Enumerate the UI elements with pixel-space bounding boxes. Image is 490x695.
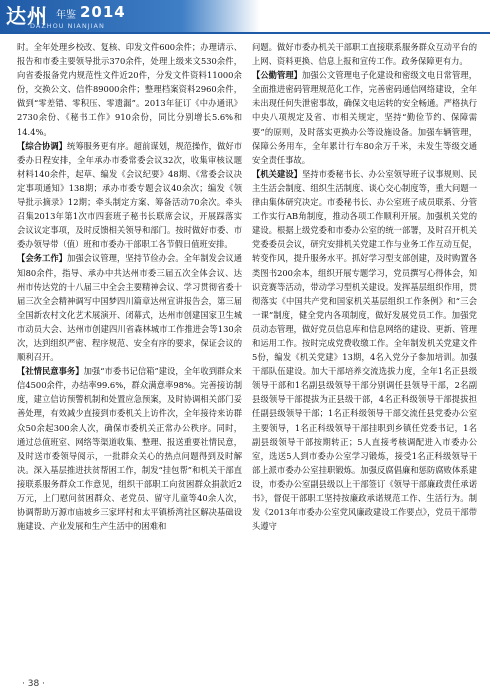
paragraph xyxy=(17,251,242,364)
paragraph xyxy=(252,167,477,533)
header-banner xyxy=(0,0,490,34)
paragraph-text: 加强公文管理电子化建设和密级文电日常管理，全面推进密码管理规范化工作，完善密码通信网络建设，全年未出现任何失泄密事故，确保文电运转的安全畅通。严格执行中央八项规定及省、市相关规定，坚持“勤俭节约、保障需要”的原则，及时落实更换办公等设施设备。加强车辆管理，保障公务用车，全年累计行车80余万千米，未发生等级交通安全责任事故。 xyxy=(252,70,477,165)
yearbook-pinyin: DAZHOU NIANJIAN xyxy=(30,22,105,30)
header-rule xyxy=(0,32,490,34)
paragraph xyxy=(17,40,242,139)
paragraph-text: 坚持市委秘书长、办公室领导班子议事规则、民主生活会制度、组织生活制度、谈心交心制度等，重大问题一律由集体研究决定。市委秘书长、办公室班子成员联系、分管工作实行AB角制度，推动各项工作顺利开展。加强机关党的建设。根据上级党委和市委办公室的统一部署，及时召开机关党委委员会议，研究安排机关党建工作与业务工作互动互促，转变作风，提升服务水平。抓好学习型支部创建，及时购置各类图书200余本，组织开展专题学习，党员撰写心得体会，知识竞赛等活动，带动学习型机关建设。发挥基层组织作用，贯彻落实《中国共产党和国家机关基层组织工作条例》和“三会一课”制度，健全党内各项制度，做好发展党员工作。加强党员动态管理，做好党员信息库和信息网络的建设、更新、管理和运用工作。按时完成党费收缴工作。全年制发机关党建文件5份，编发《机关党建》13期，4名入党分子参加培训。加强干部队伍建设。加大干部培养交流选拔力度，全年1名正县级领导干部和1名副县级领导干部分别调任县领导干部，2名副县级领导干部提拔为正县级干部，4名正科级领导干部提拔担任副县级领导干部；1名正科级领导干部交流任县党委办公室主要领导，1名正科级领导干部挂职到乡镇任党委书记，1名副县级领导干部按期转正；5人直接考核调配进入市委办公室，选送5人到市委办公室学习锻炼，接受1名正科级领导干部上派市委办公室挂职锻炼。加强反腐倡廉和惩防腐败体系建设，市委办公室副县级以上干部签订《领导干部廉政责任承诺书》，督促干部职工坚持按廉政承诺规范工作、生活行为。制发《2013年市委办公室党风廉政建设工作要点》，党员干部带头遵守 xyxy=(252,168,477,532)
paragraph-text: 统筹服务更有序。超前谋划，规范操作，做好市委办日程安排，全年承办市委常委会议32次，收集审核议题材料140余件，起草、编发《会议纪要》48期、《常委会议决定事项通知》138期；承办市委专题会议40余次；编发《领导批示摘录》12期；牵头制定方案、筹备活动70余次。牵头召集2013年第1次市四套班子秘书长联席会议，开展踩落实会议议定事项，及时反馈相关领导和部门。按时做好市委、市委办领导带（值）班和市委办干部职工各节假日值班安排。 xyxy=(17,140,242,250)
yearbook-year: 2014 xyxy=(80,3,126,21)
section-heading: 【社情民意事务】 xyxy=(17,366,84,377)
yearbook-label: 年鉴 xyxy=(56,10,76,21)
section-heading: 【会务工作】 xyxy=(17,253,68,264)
paragraph-text: 问题。做好市委办机关干部职工直接联系服务群众互动平台的上网、资料更换、信息上报和宣传工作。政务保障更有力。 xyxy=(252,42,477,67)
paragraph xyxy=(17,364,242,533)
section-heading: 【机关建设】 xyxy=(252,168,303,179)
paragraph xyxy=(17,139,242,252)
right-column xyxy=(252,40,477,533)
paragraph-text: 加强会议管理，坚持节俭办会。全年制发会议通知80余件，指导、承办中共达州市委三届五次全体会议、达州市传达党的十八届三中全会主要精神会议、学习贯彻省委十届三次全会精神调写中国梦四川篇章达州宣讲报告会，第三届全国新农村文化艺术展演开、闭幕式，达州市创建国家卫生城市动员大会、达州市创建四川省森林城市工作推进会等130余次，达到组织严密、程序规范、安全有序的要求，保证会议的顺利召开。 xyxy=(17,253,242,363)
section-heading: 【综合协调】 xyxy=(17,140,68,151)
paragraph xyxy=(252,68,477,167)
paragraph-text: 加强“市委书记信箱”建设，全年收到群众来信4500余件，办结率99.6%，群众满意率98%。完善接访制度，建立信访预警机制和处置应急预案，及时协调相关部门妥善处理，有效减少直接到市委机关上访件次，全年接待来访群众50余起300余人次，确保市委机关正常办公秩序。同时，通过总值班室、网络等渠道收集、整理、报送重要社情民意，及时送市委领导阅示，一批群众关心的热点问题得到及时解决。深入基层推进扶贫帮困工作，制发“挂包帮”和机关干部直接联系服务群众工作意见，组织干部职工向贫困群众捐款近2万元，上门慰问贫困群众、老党员、留守儿童等40余人次，协调帮助万源市庙坡乡三家坪村和太平镇桥湾社区解决基础设施建设、产业发展和生产生活中的困难和 xyxy=(17,366,242,532)
section-heading: 【公勤管理】 xyxy=(252,70,303,81)
yearbook-title: 达州 xyxy=(6,4,48,28)
paragraph xyxy=(252,40,477,68)
page-number: · 38 · xyxy=(22,679,45,689)
paragraph-text: 时。全年处理乡校改、复核、印发文件600余件；办理请示、报告和市委主要领导批示370余件，处理上级来文530余件，向省委报备党内规范性文件近20件，分发文件资料11000余份，交换公文、信件89000余件；整理档案资料2960余件，做到“零差错、零积压、零遗漏”。2013年征订《中办通讯》2730余份、《秘书工作》910余份，同比分别增长5.6%和14.4%。 xyxy=(17,42,242,137)
left-column xyxy=(17,40,242,533)
